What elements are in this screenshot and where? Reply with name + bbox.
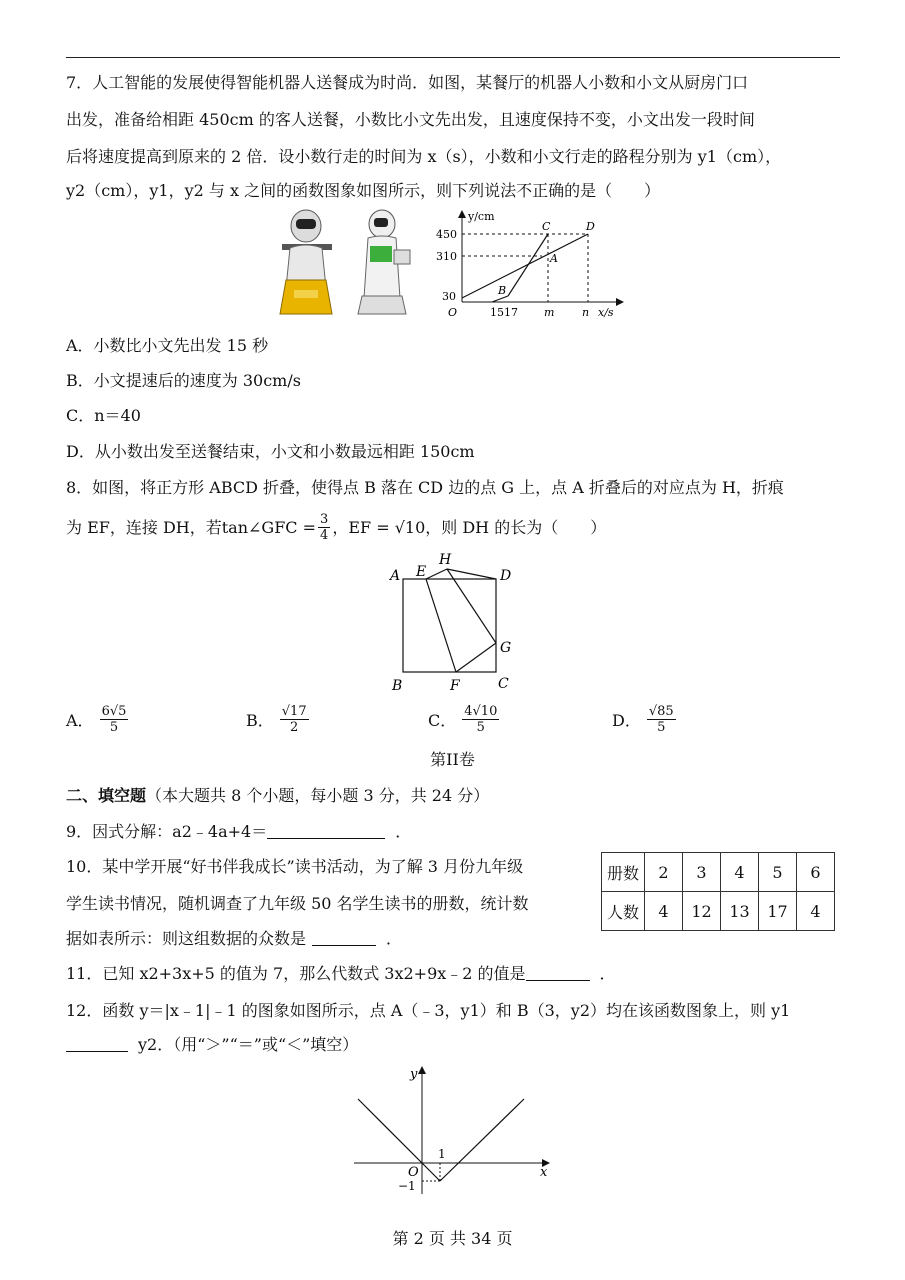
q7-point-A: A	[550, 252, 558, 265]
q7-line-2: 出发，准备给相距 450cm 的客人送餐，小数比小文先出发，且速度保持不变，小文出发一段时间	[66, 110, 755, 129]
table-cell: 4	[797, 892, 835, 931]
q8-option-a	[66, 704, 130, 735]
q9	[66, 822, 411, 842]
table-cell: 12	[683, 892, 721, 931]
q7-option-c: C．n＝40	[66, 406, 141, 425]
q8-label-H: H	[439, 552, 452, 568]
q8-label-E: E	[416, 564, 427, 580]
robot-xiaoshu-image	[276, 208, 338, 318]
q8-square-figure	[384, 548, 518, 694]
q10-end: ．	[386, 929, 403, 948]
q8-line-2	[66, 512, 606, 543]
page-footer: 第 2 页 共 34 页	[392, 1229, 513, 1248]
q7-xtick-n: n	[582, 306, 590, 319]
q7-line-3: 后将速度提高到原来的 2 倍．设小数行走的时间为 x（s），小数和小文行走的路程分别为 y1（cm），	[66, 147, 782, 166]
part2-note: （本大题共 8 个小题，每小题 3 分，共 24 分）	[146, 786, 490, 805]
table-cell: 5	[759, 853, 797, 892]
q8-option-a-den: 5	[109, 720, 119, 735]
q7-ytick-450: 450	[436, 228, 457, 241]
top-rule	[66, 57, 840, 58]
table-cell: 4	[721, 853, 759, 892]
q8-option-b-den: 2	[290, 720, 299, 735]
q7-xtick-1517: 1517	[490, 306, 518, 319]
part2-heading	[66, 786, 489, 806]
q12-tick-x: 1	[438, 1147, 446, 1161]
q8-tan-fraction	[318, 512, 330, 543]
q8-tan-denominator: 4	[320, 528, 329, 543]
q10-line-3-text: 据如表所示：则这组数据的众数是	[66, 929, 307, 948]
q8-label-C: C	[498, 676, 509, 692]
q7-point-C: C	[542, 220, 551, 233]
q12-answer-blank[interactable]	[66, 1051, 128, 1052]
table-row	[602, 853, 835, 892]
q8-option-b-label: B．	[246, 711, 274, 730]
q9-text: 9．因式分解：a2﹣4a+4＝	[66, 822, 268, 841]
q8-option-c-label: C．	[428, 711, 457, 730]
q7-line-1: 7．人工智能的发展使得智能机器人送餐成为时尚．如图，某餐厅的机器人小数和小文从厨房门口	[66, 73, 749, 92]
q7-point-B: B	[498, 284, 507, 297]
q8-option-d-den: 5	[657, 720, 666, 735]
q8-tan-numerator: 3	[320, 512, 329, 527]
q12-origin: O	[408, 1165, 419, 1180]
table-cell: 4	[645, 892, 683, 931]
table-cell: 人数	[602, 892, 645, 931]
q12-function-graph	[350, 1064, 560, 1200]
q8-line-1: 8．如图，将正方形 ABCD 折叠，使得点 B 落在 CD 边的点 G 上，点 A 折叠后的对应点为 H，折痕	[66, 478, 784, 497]
q7-ytick-30: 30	[442, 290, 456, 303]
table-cell: 6	[797, 853, 835, 892]
q7-option-a: A．小数比小文先出发 15 秒	[66, 336, 269, 355]
q11	[66, 964, 616, 984]
q8-label-A: A	[390, 568, 401, 584]
table-cell: 3	[683, 853, 721, 892]
q8-option-b-num: √17	[281, 704, 307, 719]
q8-option-c-num: 4√10	[464, 704, 498, 719]
table-cell: 2	[645, 853, 683, 892]
q7-ytick-310: 310	[436, 250, 457, 263]
q8-option-d-num: √85	[648, 704, 674, 719]
q8-option-c	[428, 704, 501, 735]
q10-answer-blank[interactable]	[312, 945, 376, 946]
table-cell: 17	[759, 892, 797, 931]
q10-line-3	[66, 929, 402, 949]
table-cell: 册数	[602, 853, 645, 892]
part2-title: 二、填空题	[66, 786, 147, 805]
q12-x-label: x	[540, 1165, 548, 1180]
q12-tick-y: −1	[398, 1179, 416, 1193]
q8-line-2-end: ，EF = √10，则 DH 的长为（ ）	[332, 517, 607, 537]
q12-line-2	[66, 1035, 358, 1055]
q8-option-a-num: 6√5	[101, 704, 127, 719]
q11-answer-blank[interactable]	[526, 980, 590, 981]
q12-y-label: y	[410, 1067, 418, 1082]
robot-xiaowen-image	[356, 208, 414, 318]
q7-option-b: B．小文提速后的速度为 30cm/s	[66, 371, 301, 390]
q8-label-D: D	[500, 568, 512, 584]
q8-option-c-den: 5	[476, 720, 485, 735]
table-cell: 13	[721, 892, 759, 931]
section-title: 第II卷	[430, 750, 475, 769]
q9-end: ．	[395, 822, 412, 841]
q7-origin: O	[448, 306, 458, 319]
q8-option-d	[612, 704, 678, 735]
q7-line-4: y2（cm），y1，y2 与 x 之间的函数图象如图所示，则下列说法不正确的是（ ）	[66, 181, 661, 200]
q7-function-graph	[432, 208, 626, 322]
q7-point-D: D	[586, 220, 595, 233]
q9-answer-blank[interactable]	[267, 838, 385, 839]
q8-label-B: B	[392, 678, 403, 694]
q8-label-F: F	[450, 678, 460, 694]
q11-end: ．	[599, 964, 616, 983]
table-row	[602, 892, 835, 931]
q12-line-2-text: y2．（用“＞”“＝”或“＜”填空）	[138, 1035, 359, 1054]
q10-line-1: 10．某中学开展“好书伴我成长”读书活动，为了解 3 月份九年级	[66, 857, 524, 876]
q10-line-2: 学生读书情况，随机调查了九年级 50 名学生读书的册数，统计数	[66, 894, 529, 913]
q8-option-a-label: A．	[66, 711, 94, 730]
q8-label-G: G	[500, 640, 512, 656]
q8-option-b	[246, 704, 311, 735]
q8-line-2-start: 为 EF，连接 DH，若tan∠GFC =	[66, 517, 317, 537]
q12-line-1: 12．函数 y＝|x﹣1|﹣1 的图象如图所示，点 A（﹣3，y1）和 B（3，y2）均在该函数图象上，则 y1	[66, 1001, 791, 1020]
q11-text: 11．已知 x2+3x+5 的值为 7，那么代数式 3x2+9x﹣2 的值是	[66, 964, 526, 983]
q7-y-label: y/cm	[468, 210, 495, 223]
q7-xtick-m: m	[544, 306, 555, 319]
q7-x-label: x/s	[598, 306, 614, 319]
q7-option-d: D．从小数出发至送餐结束，小文和小数最远相距 150cm	[66, 442, 475, 461]
q8-option-d-label: D．	[612, 711, 641, 730]
q10-data-table	[601, 852, 835, 931]
